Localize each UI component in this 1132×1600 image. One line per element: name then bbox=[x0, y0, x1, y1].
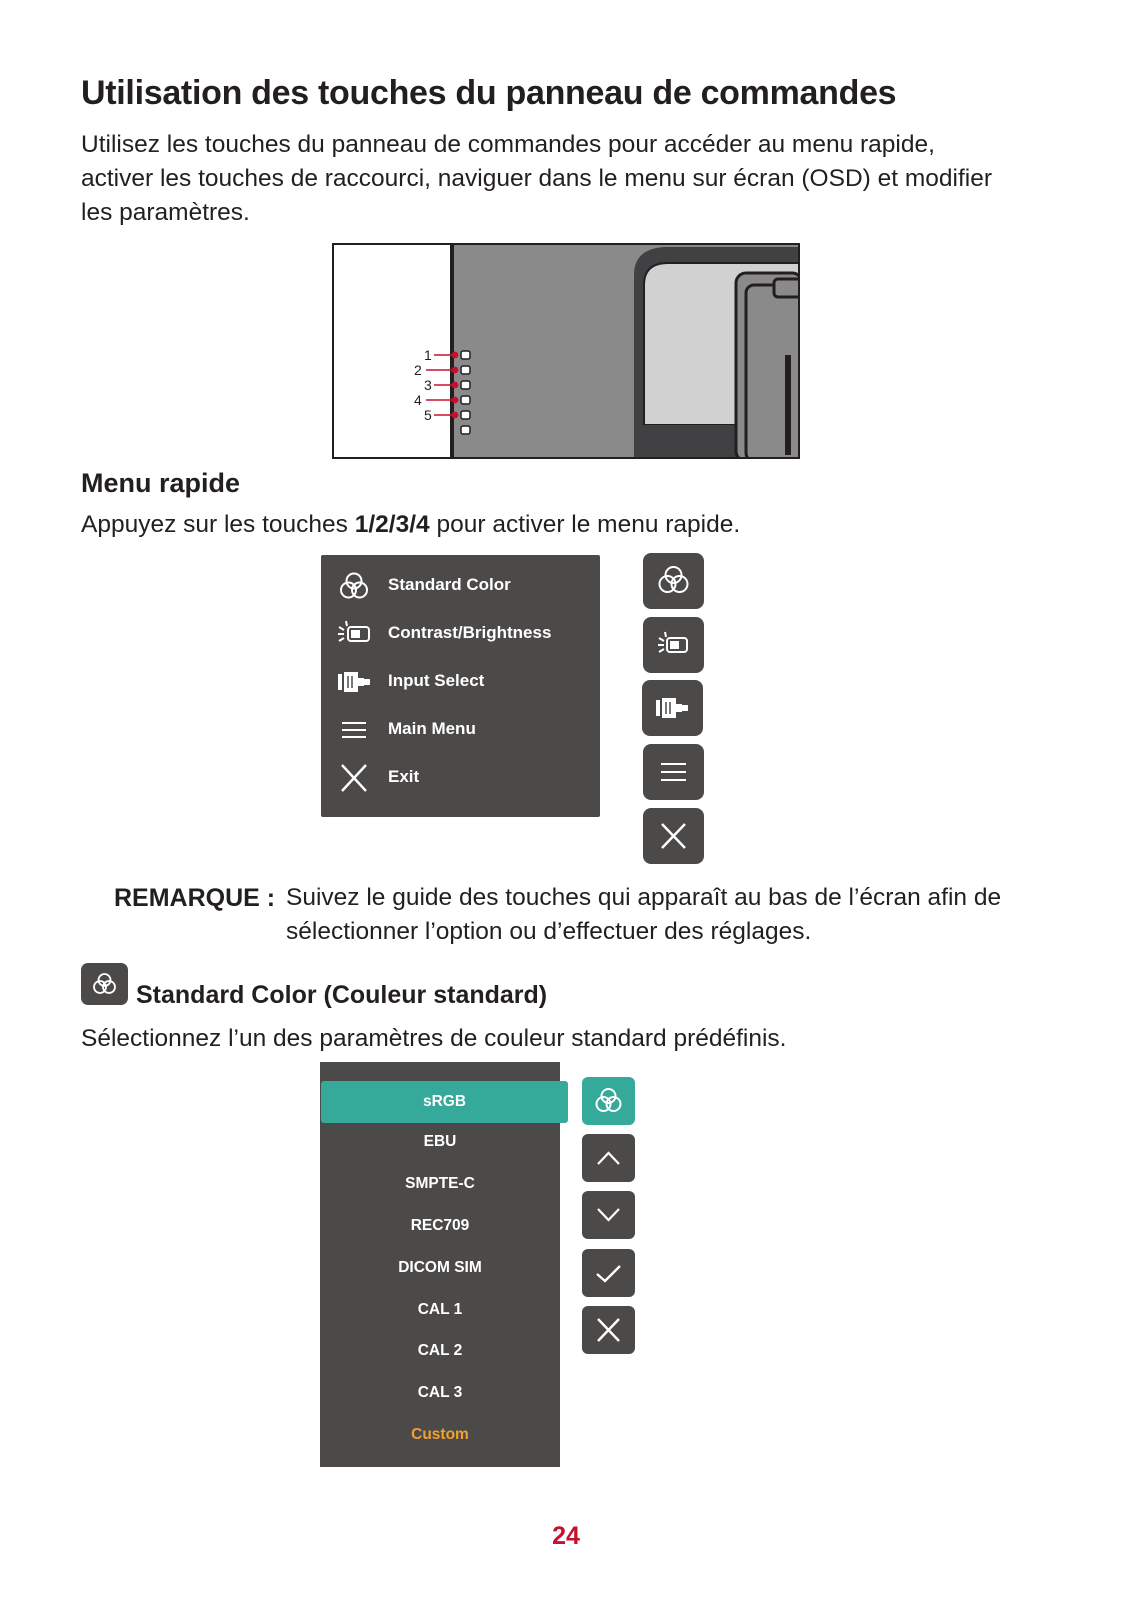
instruction-post: pour activer le menu rapide. bbox=[429, 511, 741, 538]
color-circles-icon bbox=[337, 571, 371, 601]
quick-menu-label: Exit bbox=[388, 767, 420, 786]
key-main-menu-button[interactable] bbox=[643, 744, 704, 800]
color-option-rec709[interactable]: REC709 bbox=[410, 1217, 470, 1234]
close-icon bbox=[643, 808, 704, 864]
panel-label-2: 2 bbox=[414, 362, 422, 378]
input-connector-icon bbox=[337, 667, 371, 697]
color-option-srgb-selected[interactable]: sRGB bbox=[321, 1081, 568, 1123]
key-standard-color-button[interactable] bbox=[643, 553, 704, 609]
note-line-1: Suivez le guide des touches qui apparaît au bas de l’écran afin de bbox=[286, 884, 1002, 911]
color-option-cal-2[interactable]: CAL 2 bbox=[417, 1342, 463, 1359]
color-option-custom[interactable]: Custom bbox=[411, 1426, 469, 1443]
quick-menu-item-exit[interactable] bbox=[321, 755, 600, 801]
quick-menu-heading: Menu rapide bbox=[81, 468, 241, 498]
note-line-2: sélectionner l’option ou d’effectuer des réglages. bbox=[286, 918, 812, 945]
nav-standard-color-button[interactable] bbox=[582, 1077, 635, 1125]
contrast-icon bbox=[337, 619, 371, 649]
hamburger-icon bbox=[643, 744, 704, 800]
intro-line-1: Utilisez les touches du panneau de commandes pour accéder au menu rapide, bbox=[81, 131, 935, 158]
close-icon bbox=[337, 763, 371, 793]
color-circles-icon bbox=[81, 963, 128, 1005]
color-option-cal-1[interactable]: CAL 1 bbox=[417, 1301, 463, 1318]
color-option-cal-3[interactable]: CAL 3 bbox=[417, 1384, 463, 1401]
quick-menu-item-input-select[interactable] bbox=[321, 659, 600, 705]
instruction-keys: 1/2/3/4 bbox=[354, 511, 430, 538]
quick-menu-label: Standard Color bbox=[388, 575, 511, 594]
standard-color-description: Sélectionnez l’un des paramètres de couleur standard prédéfinis. bbox=[81, 1025, 787, 1052]
page-number: 24 bbox=[552, 1522, 580, 1550]
color-circles-icon bbox=[643, 553, 704, 609]
page-title: Utilisation des touches du panneau de commandes bbox=[81, 74, 897, 112]
panel-label-4: 4 bbox=[414, 392, 422, 408]
nav-down-button[interactable] bbox=[582, 1191, 635, 1239]
quick-menu-label: Main Menu bbox=[388, 719, 476, 738]
quick-menu-item-standard-color[interactable] bbox=[321, 563, 600, 609]
standard-color-heading: Standard Color (Couleur standard) bbox=[136, 981, 548, 1009]
panel-label-3: 3 bbox=[424, 377, 432, 393]
chevron-down-icon bbox=[582, 1191, 635, 1239]
quick-menu-label: Input Select bbox=[388, 671, 485, 690]
nav-exit-button[interactable] bbox=[582, 1306, 635, 1354]
close-icon bbox=[582, 1306, 635, 1354]
quick-menu-item-contrast-brightness[interactable] bbox=[321, 611, 600, 657]
nav-up-button[interactable] bbox=[582, 1134, 635, 1182]
key-contrast-button[interactable] bbox=[643, 617, 704, 673]
intro-line-3: les paramètres. bbox=[81, 199, 250, 226]
control-panel-illustration bbox=[332, 243, 800, 459]
color-option-smpte-c[interactable]: SMPTE-C bbox=[405, 1175, 475, 1192]
color-option-ebu[interactable]: EBU bbox=[423, 1133, 457, 1150]
monitor-side-drawing bbox=[334, 245, 800, 459]
color-circles-icon bbox=[582, 1077, 635, 1125]
chevron-up-icon bbox=[582, 1134, 635, 1182]
instruction-pre: Appuyez sur les touches bbox=[81, 511, 355, 538]
intro-line-2: activer les touches de raccourci, naviguer dans le menu sur écran (OSD) et modifier bbox=[81, 165, 992, 192]
contrast-icon bbox=[643, 617, 704, 673]
panel-label-5: 5 bbox=[424, 407, 432, 423]
quick-menu-instruction bbox=[81, 508, 740, 542]
color-option-dicom-sim[interactable]: DICOM SIM bbox=[398, 1259, 482, 1276]
quick-menu-label: Contrast/Brightness bbox=[388, 623, 552, 642]
note-text bbox=[286, 881, 1001, 949]
quick-menu-panel bbox=[321, 555, 600, 817]
note-label: REMARQUE : bbox=[114, 884, 276, 912]
input-connector-icon bbox=[642, 680, 703, 736]
panel-label-1: 1 bbox=[424, 347, 432, 363]
quick-menu-item-main-menu[interactable] bbox=[321, 707, 600, 753]
hamburger-icon bbox=[337, 715, 371, 745]
nav-confirm-button[interactable] bbox=[582, 1249, 635, 1297]
key-input-select-button[interactable] bbox=[642, 680, 703, 736]
standard-color-heading-icon bbox=[81, 963, 128, 1005]
check-icon bbox=[582, 1249, 635, 1297]
key-exit-button[interactable] bbox=[643, 808, 704, 864]
